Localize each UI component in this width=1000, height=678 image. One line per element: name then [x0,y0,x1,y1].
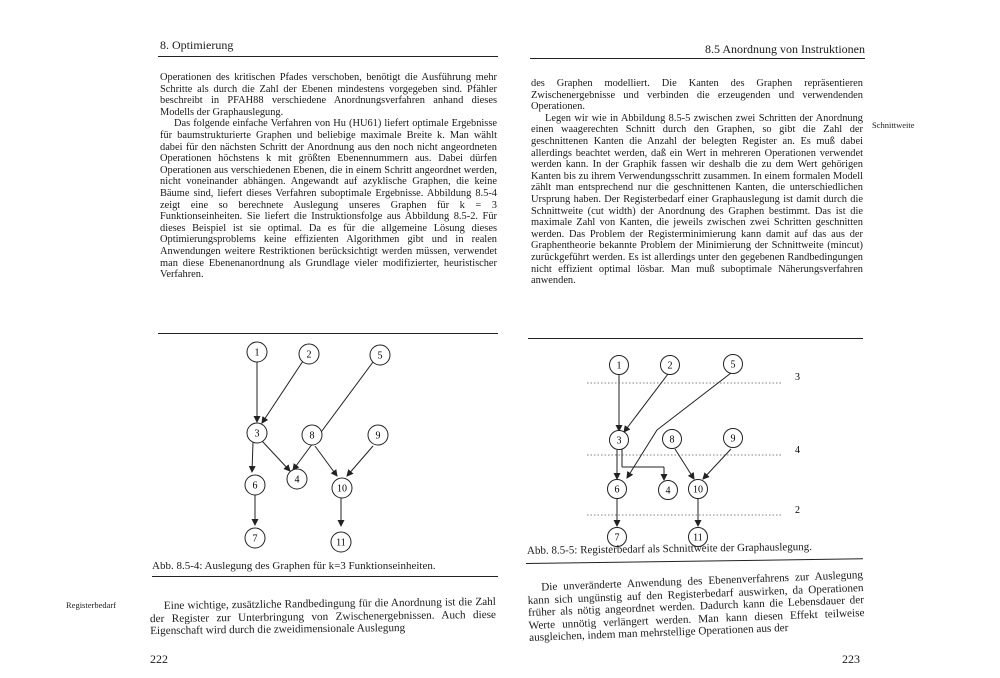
paragraph: des Graphen modelliert. Die Kanten des Graphen repräsentieren Zwischenergebnisse und verbinden die erzeugenden und verwendenden Operationen. [531,78,863,113]
graph-node-label: 3 [254,428,260,440]
graph-node-label: 11 [336,537,346,549]
graph-node-label: 7 [252,533,258,545]
body-text [160,72,497,281]
graph-node-label: 9 [375,430,381,442]
graph-node-label: 2 [306,349,312,361]
graph-edge [262,441,290,471]
graph-node-label: 5 [377,350,383,362]
graph-edge [675,449,694,479]
page-number: 222 [150,652,168,666]
cut-label: 3 [795,372,800,383]
header-rule [530,58,865,59]
graph-node-label: 7 [614,532,620,544]
graph-edge [315,446,337,476]
graph-edge [627,430,657,478]
graph-edge [703,449,731,479]
page-header: 8. Optimierung [160,38,234,52]
graph-node-label: 10 [337,483,347,495]
graph-node-label: 1 [616,360,622,372]
graph-edge [293,362,373,470]
header-rule [158,56,498,57]
figure-graph [582,345,832,555]
figure-bottom-rule [526,558,863,564]
graph-node-label: 5 [730,359,736,371]
graph-node-label: 6 [252,480,258,492]
figure-top-rule [158,333,498,334]
body-text [531,78,863,287]
figure-graph [230,335,400,555]
paragraph: Die unveränderte Anwendung des Ebenenverfahrens zur Auslegung kann sich ungünstig auf den Registerbedarf auswirken, da Operationen früher als nötig angeordnet werden. Dadurch kann die Lebensdauer der Werte unnötig verlängert werden. Man kann diesen Effekt teilweise ausgleichen, indem man mehrstellige Operationen aus der [527,569,865,644]
graph-node-label: 2 [667,360,673,372]
graph-node-label: 4 [294,474,300,486]
figure-bottom-rule [152,576,498,577]
margin-note: Registerbedarf [66,600,117,610]
graph-node-label: 10 [693,484,703,496]
graph-edge [262,361,303,423]
paragraph: Das folgende einfache Verfahren von Hu (HU61) liefert optimale Ergebnisse für baumstrukturierte Graphen und beliebige maximale Breite k. Man wählt dabei für den nächsten Schritt der Anordnung aus den noch nicht angeordneten Operationen höchstens k mit größten Ebenennummern aus. Dabei dürfen Operationen aus verschiedenen Ebenen, die in einem Schritt angeordnet werden, nicht voneinander abhängen. Angewandt auf azyklische Graphen, die keine Bäume sind, liefert dieses Verfahren suboptimale Ergebnisse. Abbildung 8.5-4 zeigt eine so berechnete Auslegung unseres Graphen für k = 3 Funktionseinheiten. Sie liefert die Instruktionsfolge aus Abbildung 8.5-2. Für dieses Beispiel ist sie optimal. Da es für die allgemeine Lösung dieses Optimierungsproblems keine effizienten Algorithmen gibt und in realen Anwendungen weitere Restriktionen berücksichtigt werden müssen, verwendet man diese Ebenenanordnung als Grundlage vieler modifizierter, heuristischer Verfahren. [160,118,497,281]
graph-node-label: 4 [665,485,671,497]
graph-node-label: 11 [693,532,703,544]
page-header: 8.5 Anordnung von Instruktionen [705,42,865,56]
page-number: 223 [842,652,860,666]
graph-node-label: 6 [614,484,620,496]
graph-node-label: 9 [730,433,736,445]
figure-caption: Abb. 8.5-4: Auslegung des Graphen für k=3 Funktionseinheiten. [152,560,436,572]
graph-edge [657,373,731,430]
figure-top-rule [528,338,863,339]
paragraph: Operationen des kritischen Pfades verschoben, benötigt die Ausführung mehr Schritte als durch die Zahl der Ebenen mindestens vorgegeben sind. Pfähler beschreibt in PFAH88 verschiedene Anordnungsverfahren anhand dieses Modells der Graphauslegung. [160,72,497,118]
cut-label: 2 [795,505,800,516]
paragraph: Eine wichtige, zusätzliche Randbedingung für die Anordnung ist die Zahl der Register zur Unterbringung von Zwischenergebnissen. Auch diese Eigenschaft wird durch die zweidimensionale Auslegung [149,595,497,638]
graph-node-label: 8 [309,430,315,442]
right-page [500,0,1000,678]
graph-node-label: 3 [616,435,622,447]
figure-caption: Abb. 8.5-5: Registerbedarf als Schnittweite der Graphauslegung. [526,541,813,557]
graph-node-label: 8 [669,434,675,446]
graph-node-label: 1 [254,347,260,359]
graph-edge [252,442,253,472]
graph-edge [624,374,668,432]
cut-label: 4 [795,445,800,456]
margin-note: Schnittweite [872,120,915,130]
paragraph: Legen wir wie in Abbildung 8.5-5 zwischen zwei Schritten der Anordnung einen waagerechten Schnitt durch den Graphen, so gibt die Zahl der geschnittenen Kanten die Anzahl der belegten Register an. Es muß dabei allerdings beachtet werden, daß ein Wert in mehreren Operationen verwendet werden kann. In der Graphik fassen wir deshalb die zu dem Wert gehörigen Kanten bis zu ihrem Verwendungsschritt zusammen. In einem formalen Modell zählt man entsprechend nur die geschnittenen Kanten, die unterschiedlichen Ursprung haben. Der Registerbedarf einer Graphauslegung ist damit durch die Schnittweite (cut width) der Anordnung des Graphen bestimmt. Das ist die maximale Zahl von Kanten, die jeweils zwischen zwei Schritten geschnitten werden. Das Problem der Registerminimierung kann damit auf das aus der Graphentheorie bekannte Problem der Minimierung der Schnittweite (mincut) zurückgeführt werden. Es ist allerdings unter den gegebenen Randbedingungen nicht effizient optimal lösbar. Man muß suboptimale Näherungsverfahren anwenden. [531,112,863,287]
graph-edge [347,446,373,476]
